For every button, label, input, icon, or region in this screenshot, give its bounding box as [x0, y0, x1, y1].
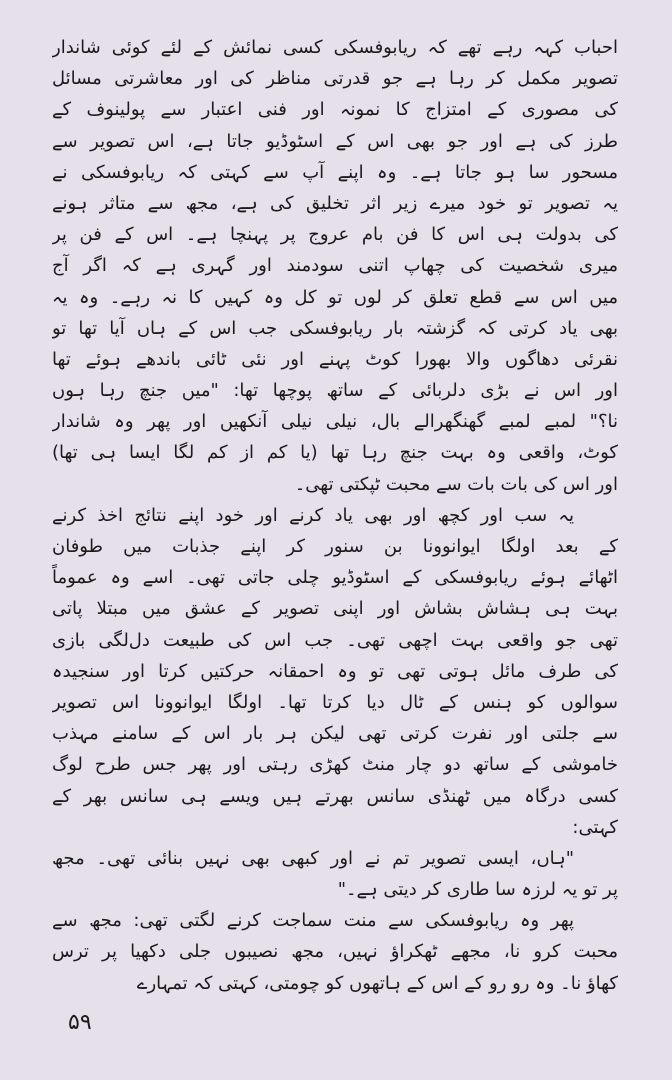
- text-line: نا؟" لمبے لمبے گھنگھرالے بال، نیلی نیلی آنکھیں اور پھر وہ شاندار: [52, 411, 618, 433]
- page-body-text: [52, 32, 618, 999]
- text-line: "ہاں، ایسی تصویر تم نے اور کبھی بھی نہیں بنائی تھی۔ مجھ: [52, 847, 574, 869]
- text-line: میری شخصیت کی چھاپ اتنی سودمند اور گہری ہے کہ اگر آج: [52, 255, 618, 277]
- text-line: کسی درگاہ میں ٹھنڈی سانس بھرتے ہیں ویسے ہی سانس بھر کے: [52, 785, 618, 807]
- text-line: پر تو یہ لرزہ سا طاری کر دیتی ہے۔": [337, 879, 618, 901]
- text-line: تھی جو واقعی بہت اچھی تھی۔ جب اس کی طبیعت دل‌لگی بازی: [52, 629, 618, 651]
- page-number: ۵۹: [68, 1010, 92, 1035]
- text-line: اٹھائے ہوئے ریابوفسکی کے اسٹوڈیو چلی جاتی تھی۔ اسے وہ عموماً: [52, 567, 618, 589]
- text-line: بھی یاد کرتی کہ گزشتہ بار ریابوفسکی جب اس کے ہاں آیا تھا تو: [52, 317, 618, 339]
- text-line: احباب کہہ رہے تھے کہ ریابوفسکی کسی نمائش کے لئے کوئی شاندار: [52, 37, 618, 58]
- text-line: میں اس سے قطع تعلق کر لوں تو کل وہ کہیں کا نہ رہے۔ وہ یہ: [52, 286, 618, 308]
- text-line: یہ سب اور کچھ اور بھی یاد کرنے اور خود اپنے نتائج اخذ کرنے: [52, 504, 574, 526]
- text-line: کھاؤ نا۔ وہ رو رو کے اس کے ہاتھوں کو چومتی، کہتی کہ تمہارے: [136, 972, 618, 994]
- text-line: کے بعد اولگا ایوانوونا بن سنور کر اپنے جذبات میں طوفان: [52, 536, 618, 557]
- text-line: کی طرف مائل ہوتی تھی تو وہ احمقانہ حرکتیں کرتا اور سنجیدہ: [52, 660, 618, 682]
- text-line: سے جلتی اور نفرت کرتی تھی لیکن ہر بار اس کے سامنے مہذب: [52, 723, 618, 745]
- text-line: کہتی:: [572, 816, 618, 838]
- text-line: تصویر مکمل کر رہا ہے جو قدرتی مناظر کی اور معاشرتی مسائل: [52, 68, 618, 90]
- text-line: پھر وہ ریابوفسکی سے منت سماجت کرنے لگتی تھی: مجھ سے: [52, 910, 574, 932]
- text-line: خاموشی کے ساتھ دو چار منٹ کھڑی رہتی اور پھر جس طرح لوگ: [52, 754, 618, 776]
- text-line: محبت کرو نا، مجھے ٹھکراؤ نہیں، مجھ نصیبوں جلی دکھیا پر ترس: [52, 941, 618, 963]
- text-line: طرز کی ہے اور جو بھی اس کے اسٹوڈیو جاتا ہے، اس تصویر سے: [52, 130, 618, 152]
- text-line: مسحور سا ہو جاتا ہے۔ وہ اپنے آپ سے کہتی کہ ریابوفسکی نے: [52, 161, 618, 183]
- text-line: سوالوں کو ہنس کے ٹال دیا کرتا تھا۔ اولگا ایوانوونا اس تصویر: [52, 691, 618, 713]
- text-line: اور اس کی بات بات سے محبت ٹپکتی تھی۔: [294, 473, 618, 495]
- text-line: یہ تصویر تو خود میرے زیر اثر تخلیق کی ہے، مجھ سے متاثر ہونے: [52, 192, 618, 214]
- text-line: کی مصوری کے امتزاج کا نمونہ اور فنی اعتبار سے پولینوف کے: [52, 99, 618, 121]
- text-line: اور اس نے بڑی دلربائی کے ساتھ پوچھا تھا: "میں جنچ رہا ہوں: [52, 380, 618, 402]
- text-line: بہت ہی ہشاش بشاش اور اپنی تصویر کے عشق میں مبتلا پاتی: [52, 598, 618, 620]
- text-line: کی بدولت ہی اس کا فن بام عروج پر پہنچا ہے۔ اس کے فن پر: [52, 224, 618, 246]
- text-line: کوٹ، واقعی وہ بہت جنچ رہا تھا (یا کم از کم لگا ایسا ہی تھا): [52, 442, 618, 464]
- text-line: نقرئی دھاگوں والا بھورا کوٹ پہنے اور نئی ٹائی باندھے ہوئے تھا: [52, 348, 618, 370]
